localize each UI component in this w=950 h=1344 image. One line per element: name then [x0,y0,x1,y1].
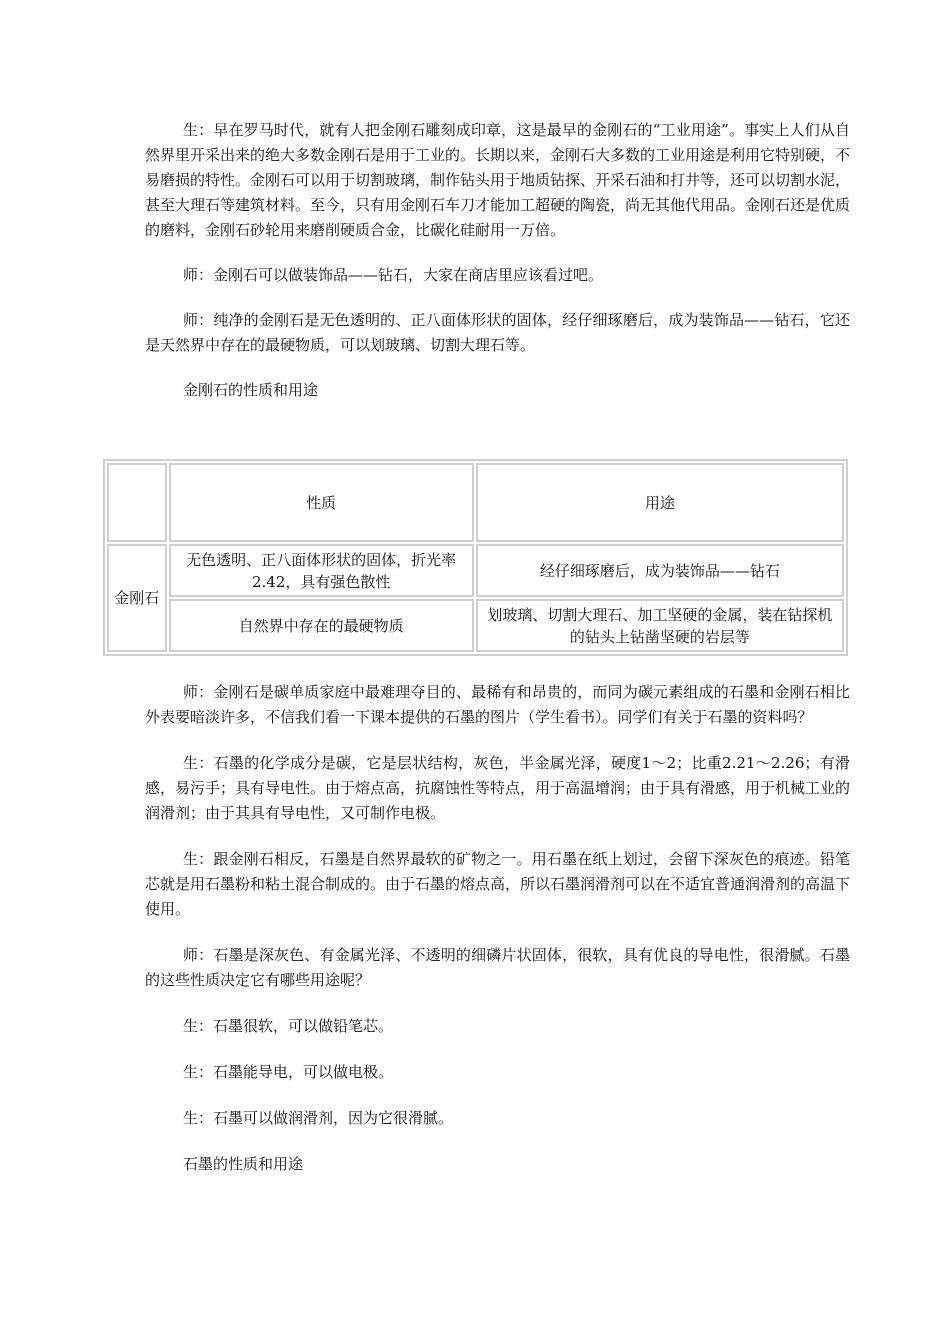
paragraph-student-lubricant: 生：石墨可以做润滑剂，因为它很滑腻。 [183,1109,454,1127]
header-property: 性质 [169,463,474,542]
paragraph-student-graphite-composition: 生：石墨的化学成分是碳，它是层状结构，灰色，半金属光泽，硬度1～2；比重2.21～2.26；有滑感，易污手；具有导电性。由于熔点高，抗腐蚀性等特点，用于高温增润；由于具有滑感，用于机械工业的润滑剂；由于其具有导电性，又可制作电极。 [145,754,851,822]
diamond-table-caption: 金刚石的性质和用途 [183,381,319,399]
table-cell-property: 自然界中存在的最硬物质 [169,599,474,652]
graphite-table-caption: 石墨的性质和用途 [183,1155,304,1173]
paragraph-diamond-industrial-use: 生：早在罗马时代，就有人把金刚石雕刻成印章，这是最早的金刚石的“工业用途”。事实上人们从自然界里开采出来的绝大多数金刚石是用于工业的。长期以来，金刚石大多数的工业用途是利用它特别硬，不易磨损的特性。金刚石可以用于切割玻璃，制作钻头用于地质钻探、开采石油和打井等，还可以切割水泥，甚至大理石等建筑材料。至今，只有用金刚石车刀才能加工超硬的陶瓷，尚无其他代用品。金刚石还是优质的磨料，金刚石砂轮用来磨削硬质合金，比碳化硅耐用一万倍。 [145,121,851,239]
table-corner-cell [107,463,167,542]
table-row [107,544,844,597]
header-use: 用途 [476,463,844,542]
table-header-row [107,463,844,542]
paragraph-student-graphite-soft: 生：跟金刚石相反，石墨是自然界最软的矿物之一。用石墨在纸上划过，会留下深灰色的痕迹。铅笔芯就是用石墨粉和粘土混合制成的。由于石墨的熔点高，所以石墨润滑剂可以在不适宜普通润滑剂的高温下使用。 [145,850,851,918]
diamond-properties-table [103,459,848,656]
table-row [107,599,844,652]
paragraph-student-pencil: 生：石墨很软，可以做铅笔芯。 [183,1017,394,1035]
document-top-section [145,118,850,403]
table-cell-use: 划玻璃、切割大理石、加工坚硬的金属，装在钻探机的钻头上钻凿坚硬的岩层等 [476,599,844,652]
document-bottom-section [145,680,850,1177]
row-label-diamond: 金刚石 [107,544,167,652]
paragraph-teacher-graphite-properties: 师：石墨是深灰色、有金属光泽、不透明的细磷片状固体，很软，具有优良的导电性，很滑腻。石墨的这些性质决定它有哪些用途呢？ [145,946,850,989]
paragraph-teacher-graphite-intro: 师：金刚石是碳单质家庭中最难理夺目的、最稀有和昂贵的，而同为碳元素组成的石墨和金刚石相比外表要暗淡许多，不信我们看一下课本提供的石墨的图片（学生看书）。同学们有关于石墨的资料吗？ [145,683,850,726]
table-cell-property: 无色透明、正八面体形状的固体，折光率2.42，具有强色散性 [169,544,474,597]
table-cell-use: 经仔细琢磨后，成为装饰品——钻石 [476,544,844,597]
paragraph-student-electrode: 生：石墨能导电，可以做电极。 [183,1063,394,1081]
paragraph-teacher-pure-diamond: 师：纯净的金刚石是无色透明的、正八面体形状的固体，经仔细琢磨后，成为装饰品——钻石，它还是天然界中存在的最硬物质，可以划玻璃、切割大理石等。 [145,311,850,354]
paragraph-teacher-diamond-decoration: 师：金刚石可以做装饰品——钻石，大家在商店里应该看过吧。 [183,266,604,284]
